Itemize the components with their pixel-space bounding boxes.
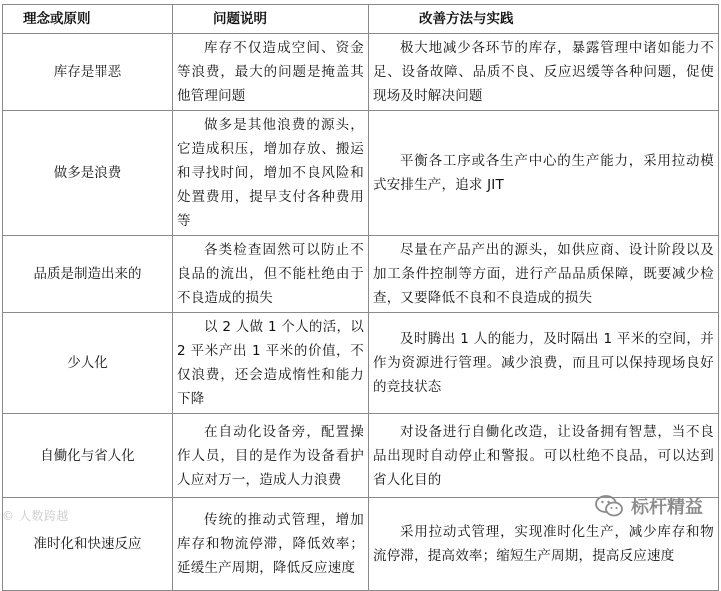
table-row xyxy=(3,236,719,313)
header-description: 问题说明 xyxy=(173,5,369,34)
description-cell: 传统的推动式管理，增加库存和物流停滞，降低效率；延缓生产周期，降低反应速度 xyxy=(173,498,369,591)
watermark-left: © 人数跨越 xyxy=(2,509,69,523)
description-cell: 在自动化设备旁，配置操作人员，目的是作为设备看护人应对万一，造成人力浪费 xyxy=(173,414,369,498)
header-principle: 理念或原则 xyxy=(3,5,173,34)
table-row xyxy=(3,414,719,498)
method-cell: 平衡各工序或各生产中心的生产能力，采用拉动模式安排生产，追求 JIT xyxy=(369,111,719,236)
description-cell: 库存不仅造成空间、资金等浪费，最大的问题是掩盖其他管理问题 xyxy=(173,34,369,111)
table-row xyxy=(3,111,719,236)
principle-cell: 少人化 xyxy=(3,313,173,414)
table-row xyxy=(3,34,719,111)
watermark-right-text: 标杆精益 xyxy=(631,497,703,518)
table-row xyxy=(3,313,719,414)
watermark-right xyxy=(595,493,703,519)
description-cell: 做多是其他浪费的源头，它造成积压，增加存放、搬运和寻找时间，增加不良风险和处置费用，提早支付各种费用等 xyxy=(173,111,369,236)
principle-cell: 库存是罪恶 xyxy=(3,34,173,111)
method-cell: 对设备进行自働化改造，让设备拥有智慧，当不良品出现时自动停止和警报。可以杜绝不良品，可以达到省人化目的 xyxy=(369,414,719,498)
method-cell: 及时腾出 1 人的能力，及时隔出 1 平米的空间，并作为资源进行管理。减少浪费，而且可以保持现场良好的竞技状态 xyxy=(369,313,719,414)
table-header-row xyxy=(3,5,719,34)
principle-cell: 品质是制造出来的 xyxy=(3,236,173,313)
method-cell: 极大地减少各环节的库存，暴露管理中诸如能力不足、设备故障、品质不良、反应迟缓等各种问题，促使现场及时解决问题 xyxy=(369,34,719,111)
description-cell: 各类检查固然可以防止不良品的流出，但不能杜绝由于不良造成的损失 xyxy=(173,236,369,313)
method-cell: 采用拉动式管理，实现准时化生产，减少库存和物流停滞，提高效率；缩短生产周期，提高反应速度 xyxy=(369,498,719,591)
wechat-icon xyxy=(595,494,625,518)
principle-cell: 做多是浪费 xyxy=(3,111,173,236)
header-method: 改善方法与实践 xyxy=(369,5,719,34)
description-cell: 以 2 人做 1 个人的活，以 2 平米产出 1 平米的价值，不仅浪费，还会造成惰性和能力下降 xyxy=(173,313,369,414)
principle-cell: 自働化与省人化 xyxy=(3,414,173,498)
principle-cell: 准时化和快速反应 xyxy=(3,498,173,591)
method-cell: 尽量在产品产出的源头，如供应商、设计阶段以及加工条件控制等方面，进行产品品质保障，既要减少检查，又要降低不良和不良造成的损失 xyxy=(369,236,719,313)
